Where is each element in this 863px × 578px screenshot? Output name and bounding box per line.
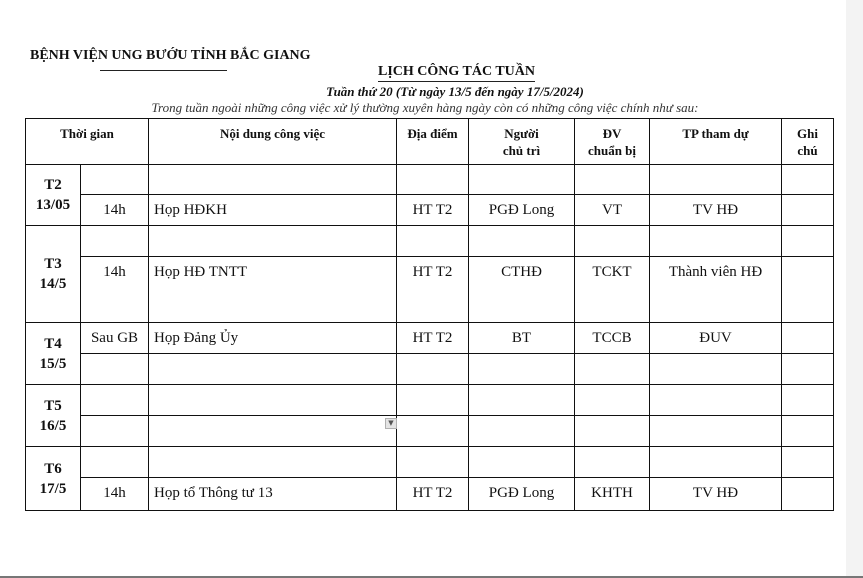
content-cell	[149, 385, 397, 416]
prep-cell	[575, 354, 650, 385]
prep-cell	[575, 226, 650, 257]
day-label: T2	[44, 177, 62, 193]
prep-cell	[575, 447, 650, 478]
col-header-prep	[575, 119, 650, 165]
host-cell: PGĐ Long	[469, 195, 575, 226]
attendees-cell	[650, 385, 782, 416]
note-cell	[782, 257, 834, 323]
prep-cell	[575, 385, 650, 416]
note-cell	[782, 447, 834, 478]
prep-cell: TCCB	[575, 323, 650, 354]
schedule-table	[25, 118, 834, 511]
attendees-cell	[650, 354, 782, 385]
location-cell	[397, 416, 469, 447]
attendees-cell	[650, 226, 782, 257]
time-cell: Sau GB	[81, 323, 149, 354]
col-header-note	[782, 119, 834, 165]
table-row	[26, 447, 834, 478]
attendees-cell	[650, 447, 782, 478]
host-cell	[469, 385, 575, 416]
time-cell	[81, 354, 149, 385]
content-cell	[149, 416, 397, 447]
intro-note	[0, 100, 846, 116]
table-row	[26, 323, 834, 354]
location-cell: HT T2	[397, 195, 469, 226]
location-cell	[397, 354, 469, 385]
col-header-host	[469, 119, 575, 165]
table-row	[26, 226, 834, 257]
day-label: T4	[44, 335, 62, 352]
content-cell: Họp tổ Thông tư 13	[149, 478, 397, 511]
prep-cell: KHTH	[575, 478, 650, 511]
content-cell	[149, 447, 397, 478]
intro-note-text: Trong tuần ngoài những công việc xử lý thường xuyên hàng ngày còn có những công việc chính như sau:	[151, 100, 699, 115]
host-cell	[469, 165, 575, 195]
dropdown-arrow-icon[interactable]: ▼	[385, 418, 397, 429]
col-header-note-line2: chú	[797, 143, 818, 158]
col-header-attendees: TP tham dự	[650, 119, 782, 165]
table-row	[26, 354, 834, 385]
day-date: 14/5	[39, 276, 67, 292]
col-header-location: Địa điểm	[397, 119, 469, 165]
time-cell: 14h	[81, 257, 149, 323]
time-cell	[81, 165, 149, 195]
location-cell	[397, 385, 469, 416]
hospital-name: BỆNH VIỆN UNG BƯỚU TỈNH BẮC GIANG	[30, 48, 311, 63]
day-date: 16/5	[39, 417, 67, 434]
day-cell	[26, 165, 81, 226]
content-cell	[149, 226, 397, 257]
attendees-cell: TV HĐ	[650, 195, 782, 226]
day-date: 17/5	[39, 480, 67, 497]
day-label: T3	[44, 256, 62, 272]
time-cell: 14h	[81, 478, 149, 511]
note-cell	[782, 165, 834, 195]
host-cell: CTHĐ	[469, 257, 575, 323]
location-cell: HT T2	[397, 257, 469, 323]
host-cell: PGĐ Long	[469, 478, 575, 511]
week-subtitle	[0, 84, 846, 100]
day-cell	[26, 447, 81, 511]
location-cell	[397, 165, 469, 195]
day-cell	[26, 323, 81, 385]
table-row	[26, 257, 834, 323]
col-header-note-line1: Ghi	[797, 126, 818, 141]
attendees-cell	[650, 416, 782, 447]
table-row	[26, 385, 834, 416]
table-row	[26, 195, 834, 226]
table-row	[26, 478, 834, 511]
col-header-content: Nội dung công việc	[149, 119, 397, 165]
host-cell: BT	[469, 323, 575, 354]
time-cell	[81, 416, 149, 447]
host-cell	[469, 354, 575, 385]
location-cell	[397, 447, 469, 478]
attendees-cell: TV HĐ	[650, 478, 782, 511]
note-cell	[782, 323, 834, 354]
day-cell	[26, 385, 81, 447]
location-cell: HT T2	[397, 478, 469, 511]
hospital-underline	[100, 70, 227, 71]
note-cell	[782, 354, 834, 385]
note-cell	[782, 416, 834, 447]
week-subtitle-text: Tuần thứ 20 (Từ ngày 13/5 đến ngày 17/5/2024)	[326, 84, 584, 99]
page-title: LỊCH CÔNG TÁC TUẦN	[378, 64, 536, 79]
prep-cell	[575, 165, 650, 195]
table-header-row	[26, 119, 834, 165]
content-cell: Họp Đảng Ủy	[149, 323, 397, 354]
time-cell: 14h	[81, 195, 149, 226]
day-label: T6	[44, 460, 62, 477]
note-cell	[782, 226, 834, 257]
prep-cell: VT	[575, 195, 650, 226]
location-cell	[397, 226, 469, 257]
content-cell	[149, 165, 397, 195]
content-cell	[149, 354, 397, 385]
col-header-host-line1: Người	[504, 126, 539, 141]
attendees-cell: ĐUV	[650, 323, 782, 354]
day-date: 13/05	[35, 197, 71, 213]
note-cell	[782, 385, 834, 416]
table-row	[26, 165, 834, 195]
prep-cell: TCKT	[575, 257, 650, 323]
col-header-host-line2: chủ trì	[502, 143, 541, 158]
col-header-time: Thời gian	[26, 119, 149, 165]
day-date: 15/5	[39, 355, 67, 372]
day-cell	[26, 226, 81, 323]
note-cell	[782, 478, 834, 511]
day-label: T5	[44, 397, 62, 414]
time-cell	[81, 447, 149, 478]
host-cell	[469, 226, 575, 257]
col-header-prep-line1: ĐV	[602, 126, 622, 141]
col-header-prep-line2: chuẩn bị	[587, 143, 637, 158]
location-cell: HT T2	[397, 323, 469, 354]
title-underline	[378, 81, 535, 82]
host-cell	[469, 447, 575, 478]
attendees-cell	[650, 165, 782, 195]
prep-cell	[575, 416, 650, 447]
vertical-scrollbar[interactable]	[846, 0, 863, 578]
time-cell	[81, 385, 149, 416]
table-row	[26, 416, 834, 447]
content-cell: Họp HĐKH	[149, 195, 397, 226]
attendees-cell: Thành viên HĐ	[650, 257, 782, 323]
content-cell: Họp HĐ TNTT	[149, 257, 397, 323]
host-cell	[469, 416, 575, 447]
time-cell	[81, 226, 149, 257]
note-cell	[782, 195, 834, 226]
